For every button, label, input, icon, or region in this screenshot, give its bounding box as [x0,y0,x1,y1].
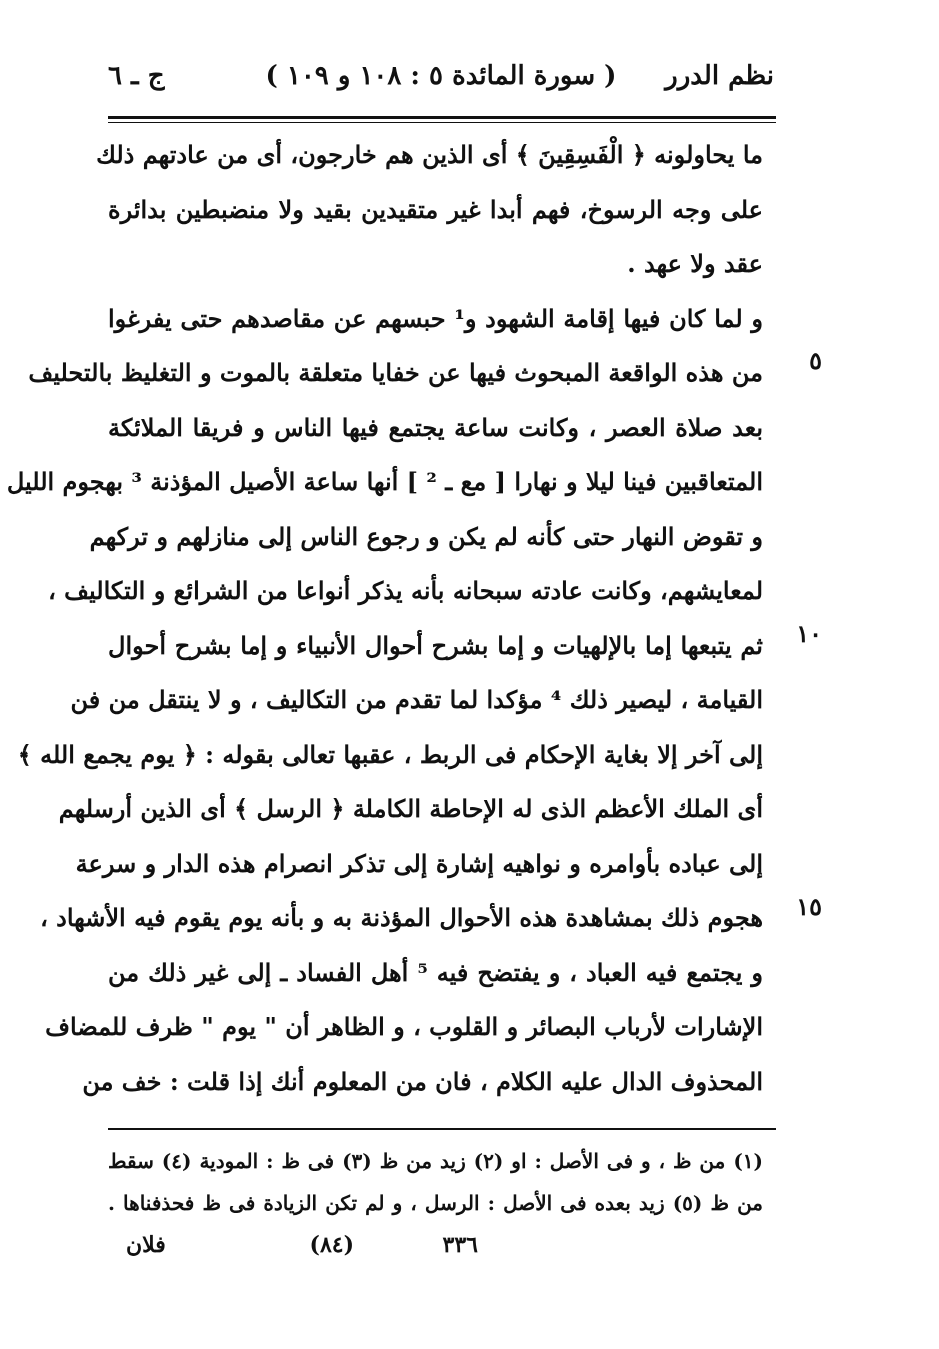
text-line: و يجتمع فيه العباد ، و يفتضح فيه ⁵ أهل الفساد ـ إلى غير ذلك من [108,957,764,987]
text-line: على وجه الرسوخ، فهم أبدا غير متقيدين بقيد ولا منضبطين بدائرة [108,194,763,224]
text-line: من هذه الواقعة المبحوث فيها عن خفايا متعلقة بالموت و التغليظ بالتحليف [28,358,763,387]
book-title: نظم الدرر [665,61,774,91]
text-line: بعد صلاة العصر ، وكانت ساعة يجتمع فيها الناس و فريقا الملائكة [108,412,763,442]
catchword: فلان [126,1232,166,1258]
footnotes [108,1140,763,1224]
main-text [6,128,764,1109]
surah-reference: ( سورة المائدة ٥ : ١٠٨ و ١٠٩ ) [265,61,617,91]
line-number-10: ١٠ [796,619,822,648]
footnote-line: من ظ (٥) زيد بعده فى الأصل : الرسل ، و لم تكن الزيادة فى ظ فحذفناها . [108,1191,764,1215]
text-line: و تقوض النهار حتى كأنه لم يكن و رجوع الناس إلى منازلهم و تركهم [89,521,763,551]
text-line: و لما كان فيها إقامة الشهود و¹ حبسهم عن مقاصدهم حتى يفرغوا [108,303,763,333]
text-line: ما يحاولونه ﴿ الْفَسِقِينَ ﴾ أى الذين هم خارجون، أى من عادتهم ذلك [96,140,763,169]
header-rule-thin [108,122,776,123]
text-line: إلى عباده بأوامره و نواهيه إشارة إلى تذكر انصرام هذه الدار و سرعة [75,848,763,878]
running-header [108,52,774,100]
page-number: ٣٣٦ [442,1232,478,1258]
footnote-line: (١) من ظ ، و فى الأصل : او (٢) زيد من ظ (٣) فى ظ : المودية (٤) سقط [108,1149,763,1173]
footnote-rule [108,1128,776,1130]
text-line: الإشارات لأرباب البصائر و القلوب ، و الظاهر أن " يوم " ظرف للمضاف [45,1012,763,1041]
signature-mark: (٨٤) [309,1232,354,1258]
text-line: المحذوف الدال عليه الكلام ، فان من المعلوم أنك إذا قلت : خف من [82,1066,763,1096]
text-line: المتعاقبين فينا ليلا و نهارا [ مع ـ ² ] أنها ساعة الأصيل المؤذنة ³ بهجوم الليل [6,467,763,496]
text-line: ثم يتبعها إما بالإلهيات و إما بشرح أحوال الأنبياء و إما بشرح أحوال [108,630,763,660]
text-line: هجوم ذلك بمشاهدة هذه الأحوال المؤذنة به و بأنه يوم يقوم فيه الأشهاد ، [40,903,763,932]
line-number-15: ١٥ [796,892,822,921]
text-line: لمعايشهم، وكانت عادته سبحانه بأنه يذكر أنواعا من الشرائع و التكاليف ، [48,576,763,605]
line-number-5: ٥ [809,346,822,375]
volume-number: ج ـ ٦ [108,61,165,91]
text-line: عقد ولا عهد . [627,249,763,278]
header-rule [108,116,776,119]
text-line: القيامة ، ليصير ذلك ⁴ مؤكدا لما تقدم من التكاليف ، و لا ينتقل من فن [70,685,763,714]
text-line: أى الملك الأعظم الذى له الإحاطة الكاملة ﴿ الرسل ﴾ أى الذين أرسلهم [58,794,763,823]
text-line: إلى آخر إلا بغاية الإحكام فى الربط ، عقبها تعالى بقوله : ﴿ يوم يجمع الله ﴾ [17,739,763,769]
page-footer [108,1232,774,1268]
